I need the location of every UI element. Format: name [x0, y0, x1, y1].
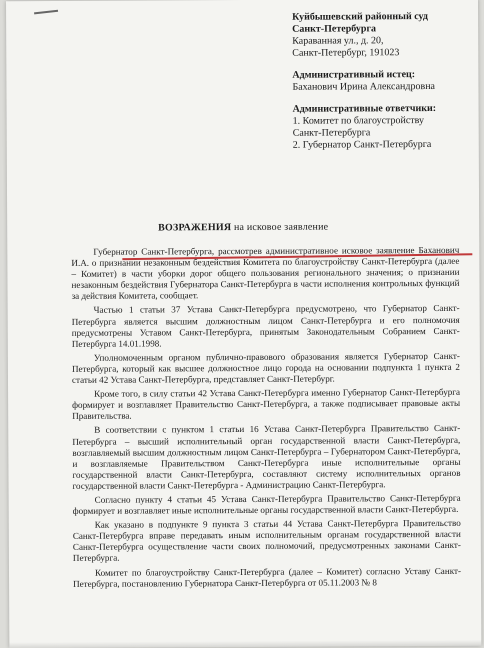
document-page [6, 0, 481, 648]
paragraph: Губернатор Санкт-Петербурга, рассмотрев административное исковое заявление Баханович И.А. о признании незаконным бездействия Комитета по благоустройству Санкт-Петербурга (далее – Комитет) в части уборки дорог общего пользования регионального значения; о признании незаконным бездействия Губернатора Санкт-Петербурга в части исполнения контрольных функций за действия Комитета, сообщает. [71, 244, 460, 302]
address-block [292, 11, 473, 152]
paragraph: Частью 1 статьи 37 Устава Санкт-Петербурга предусмотрено, что Губернатор Санкт-Петербурга является высшим должностным лицом Санкт-Петербурга и его полномочия предусмотрены Уставом Санкт-Петербурга, принятым Законодательным Собранием Санкт-Петербурга 14.01.1998. [71, 303, 460, 349]
paragraph: Комитет по благоустройству Санкт-Петербурга (далее – Комитет) согласно Уставу Санкт-Петербурга, постановлению Губернатора Санкт-Петербурга от 05.11.2003 № 8 [73, 565, 462, 589]
document-title [7, 221, 479, 234]
defendant-1-line2: Санкт-Петербурга [292, 127, 371, 139]
paragraph: Кроме того, в силу статьи 42 Устава Санкт-Петербурга именно Губернатор Санкт-Петербурга формирует и возглавляет Правительство Санкт-Петербурга, а также подписывает правовые акты Правительства. [72, 386, 461, 422]
plaintiff-label: Административный истец: [292, 69, 416, 81]
paragraph: Как указано в подпункте 9 пункта 3 статьи 44 Устава Санкт-Петербурга Правительство Санкт-Петербурга вправе передавать иным исполнительным органам государственной власти Санкт-Петербурга осуществление части своих полномочий, предусмотренных законами Санкт-Петербурга. [72, 518, 461, 564]
court-address-line1: Караванная ул., д. 20, [292, 35, 384, 47]
defendant-2: 2. Губернатор Санкт-Петербурга [292, 139, 432, 151]
paragraph: Уполномоченным органом публично-правового образования является Губернатор Санкт-Петербурга, который как высшее должностное лицо города на основании подпункта 1 пункта 2 статьи 42 Устава Санкт-Петербурга, представляет Санкт-Петербург. [71, 350, 460, 385]
plaintiff-name: Баханович Ирина Александровна [292, 80, 435, 93]
defendant-1-line1: 1. Комитет по благоустройству [292, 115, 425, 127]
pen-mark [34, 10, 58, 15]
paragraph: В соответствии с пунктом 1 статьи 16 Устава Санкт-Петербурга Правительство Санкт-Петербурга – высший исполнительный орган государственной власти Санкт-Петербурга, возглавляемый высшим должностным лицом Санкт-Петербурга – Губернатором Санкт-Петербурга, и возглавляемые Правительством Санкт-Петербурга иные исполнительные органы государственной власти Санкт-Петербурга, составляют систему исполнительных органов государственной власти Санкт-Петербурга - Администрацию Санкт-Петербурга. [72, 423, 461, 491]
title-rest: на исковое заявление [231, 221, 329, 234]
document-body [71, 245, 461, 593]
paragraph: Согласно пункту 4 статьи 45 Устава Санкт-Петербурга Правительство Санкт-Петербурга формирует и возглавляет иные исполнительные органы государственной власти Санкт-Петербурга. [72, 492, 461, 516]
title-main: ВОЗРАЖЕНИЯ [158, 222, 232, 234]
court-city: Санкт-Петербурга [292, 23, 377, 35]
court-address-line2: Санкт-Петербург, 191023 [292, 47, 400, 59]
defendants-label: Административные ответчики: [292, 102, 437, 115]
court-name: Куйбышевский районный суд [292, 11, 428, 23]
